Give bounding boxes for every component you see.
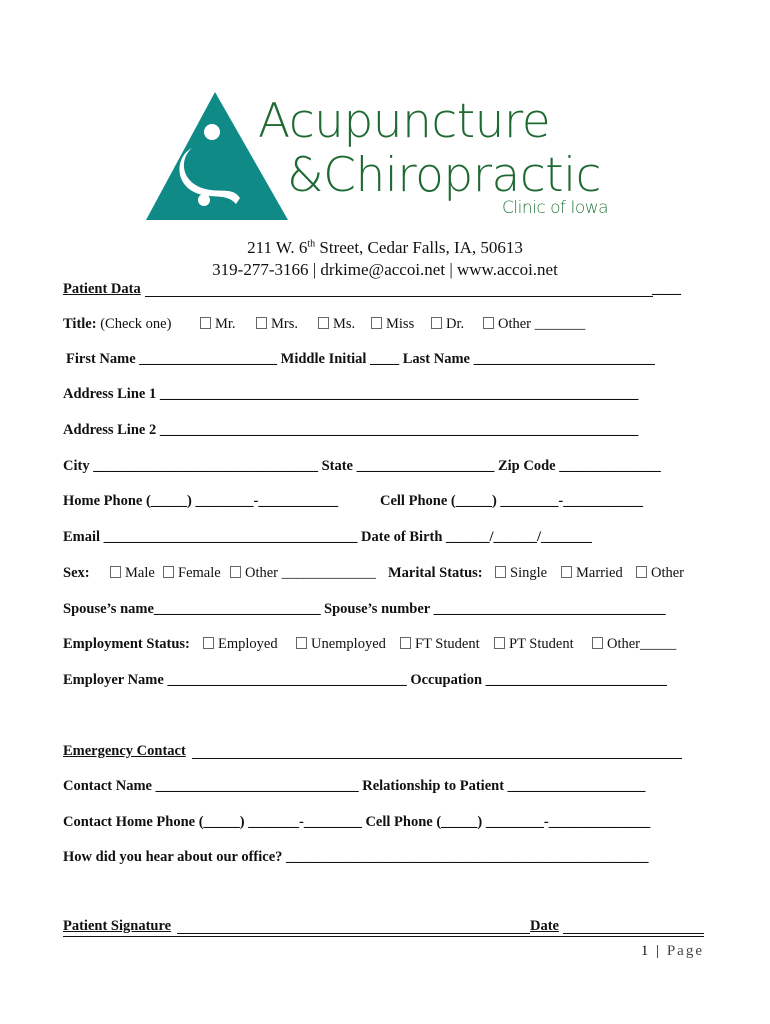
- employment-ft-student[interactable]: FT Student: [400, 636, 480, 653]
- checkbox-icon: [230, 566, 241, 578]
- logo-text-clinic: Clinic of Iowa: [502, 198, 609, 218]
- patient-data-rule: [145, 296, 653, 297]
- marital-other[interactable]: Other: [636, 565, 684, 582]
- contact-name-row[interactable]: Contact Name ____________________________ Relationship to Patient ___________________: [63, 778, 646, 794]
- clinic-contact: 319-277-3166 | drkime@accoi.net | www.accoi.net: [212, 260, 558, 279]
- signature-line[interactable]: [177, 933, 530, 934]
- email-row[interactable]: Email ___________________________________ Date of Birth ______/______/_______: [63, 529, 592, 545]
- sex-female[interactable]: Female: [163, 565, 221, 582]
- checkbox-icon: [110, 566, 121, 578]
- employment-pt-student[interactable]: PT Student: [494, 636, 574, 653]
- employment-label: Employment Status:: [63, 636, 190, 652]
- footer-divider: [63, 936, 704, 937]
- page-footer: 1 | Page: [640, 943, 704, 959]
- checkbox-icon: [200, 317, 211, 329]
- marital-married[interactable]: Married: [561, 565, 623, 582]
- title-mr[interactable]: Mr.: [200, 316, 236, 333]
- city-row[interactable]: City _______________________________ State ___________________ Zip Code ______________: [63, 458, 661, 474]
- emergency-heading: Emergency Contact: [63, 743, 186, 759]
- title-row: Title: (Check one): [63, 316, 172, 332]
- checkbox-icon: [400, 637, 411, 649]
- sex-male[interactable]: Male: [110, 565, 155, 582]
- patient-data-tail: ____: [652, 281, 681, 297]
- title-ms[interactable]: Ms.: [318, 316, 355, 333]
- employment-unemployed[interactable]: Unemployed: [296, 636, 386, 653]
- checkbox-icon: [483, 317, 494, 329]
- logo-text-acupuncture: Acupuncture: [258, 94, 551, 149]
- checkbox-icon: [592, 637, 603, 649]
- sex-other[interactable]: Other _____________: [230, 565, 376, 582]
- checkbox-icon: [495, 566, 506, 578]
- address-line-2[interactable]: Address Line 2 __________________________________________________________________: [63, 422, 639, 438]
- checkbox-icon: [636, 566, 647, 578]
- signature-label: Patient Signature: [63, 918, 172, 934]
- address-line-1[interactable]: Address Line 1 __________________________________________________________________: [63, 386, 639, 402]
- checkbox-icon: [256, 317, 267, 329]
- title-dr[interactable]: Dr.: [431, 316, 464, 333]
- checkbox-icon: [494, 637, 505, 649]
- employment-employed[interactable]: Employed: [203, 636, 278, 653]
- title-mrs[interactable]: Mrs.: [256, 316, 298, 333]
- checkbox-icon: [296, 637, 307, 649]
- name-row[interactable]: First Name ___________________ Middle Initial ____ Last Name _________________________: [66, 351, 655, 367]
- title-miss[interactable]: Miss: [371, 316, 414, 333]
- employer-row[interactable]: Employer Name _________________________________ Occupation _________________________: [63, 672, 667, 688]
- checkbox-icon: [561, 566, 572, 578]
- date-label: Date: [530, 918, 559, 934]
- spouse-name-field[interactable]: Spouse’s name_______________________: [63, 601, 321, 617]
- clinic-address: 211 W. 6th Street, Cedar Falls, IA, 50613: [247, 238, 523, 257]
- checkbox-icon: [203, 637, 214, 649]
- employment-other[interactable]: Other_____: [592, 636, 676, 653]
- logo-text-chiropractic: &Chiropractic: [287, 148, 601, 203]
- checkbox-icon: [431, 317, 442, 329]
- checkbox-icon: [163, 566, 174, 578]
- checkbox-icon: [318, 317, 329, 329]
- cell-phone-field[interactable]: Cell Phone (_____) ________-___________: [380, 493, 643, 509]
- home-phone-field[interactable]: Home Phone (_____) ________-___________: [63, 493, 339, 509]
- title-other[interactable]: Other _______: [483, 316, 585, 333]
- logo-dot: [204, 124, 220, 140]
- marital-single[interactable]: Single: [495, 565, 547, 582]
- spouse-number-field[interactable]: Spouse’s number ________________________________: [324, 601, 666, 617]
- patient-data-heading: Patient Data: [63, 281, 141, 297]
- referral-row[interactable]: How did you hear about our office? __________________________________________________: [63, 849, 649, 865]
- date-line[interactable]: [563, 933, 704, 934]
- emergency-rule: [192, 758, 682, 759]
- marital-label: Marital Status:: [388, 565, 483, 581]
- sex-label: Sex:: [63, 565, 90, 581]
- checkbox-icon: [371, 317, 382, 329]
- contact-phone-row[interactable]: Contact Home Phone (_____) _______-________ Cell Phone (_____) ________-______________: [63, 814, 651, 830]
